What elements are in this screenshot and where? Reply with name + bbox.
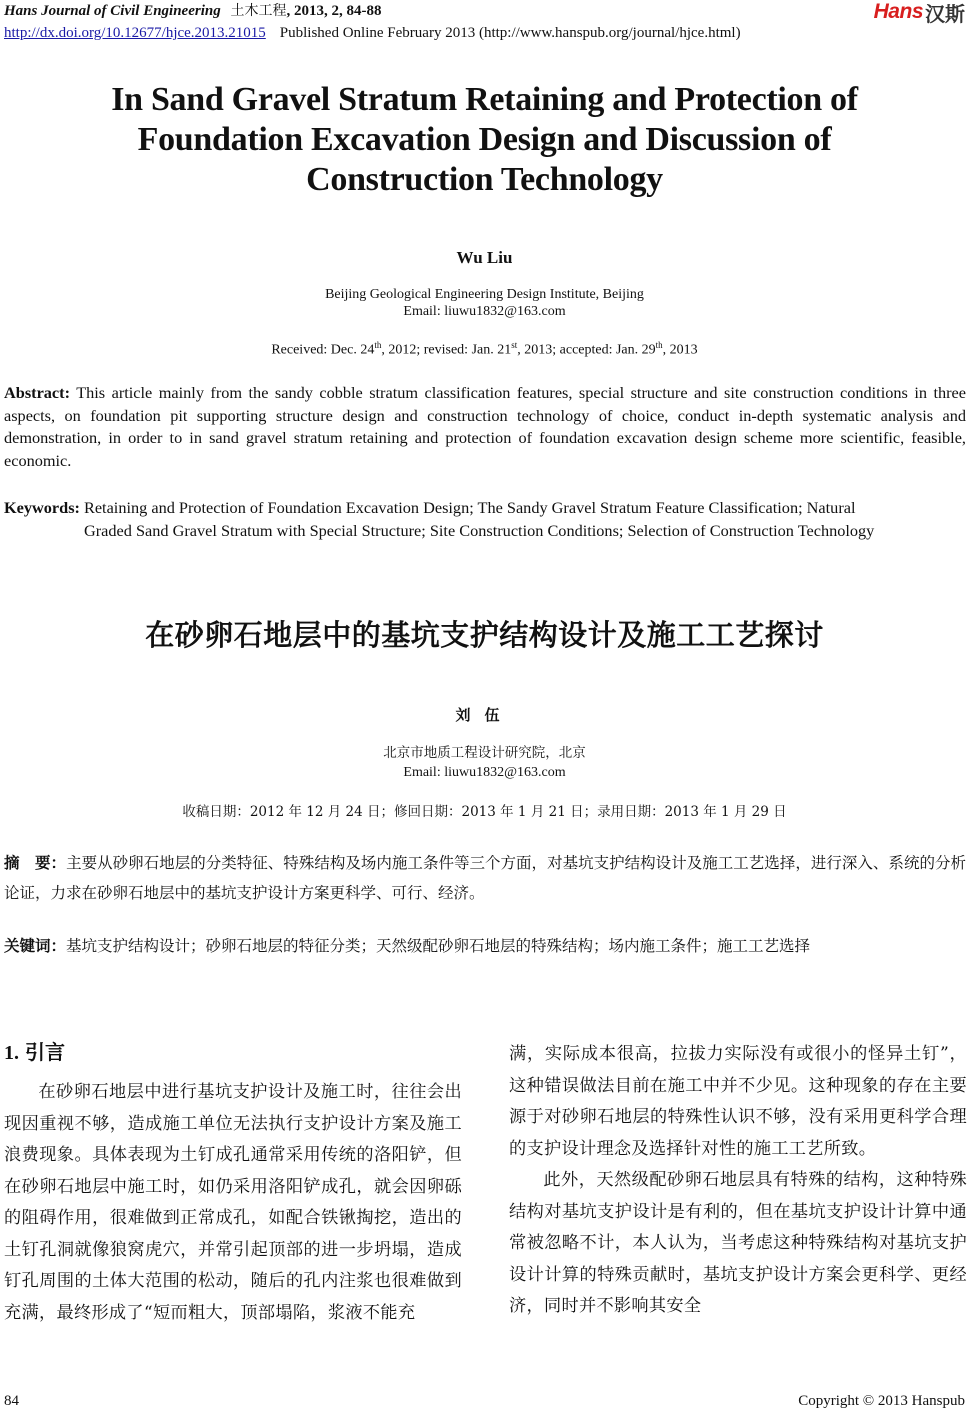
affiliation-text-cn: 北京市地质工程设计研究院，北京 (383, 745, 586, 761)
dates-cn: 收稿日期：2012 年 12 月 24 日；修回日期：2013 年 1 月 21 日；录用日期：2013 年 1 月 29 日 (182, 804, 787, 820)
affiliation-text-en: Beijing Geological Engineering Design Institute, Beijing (325, 287, 644, 302)
page-number: 84 (4, 1393, 19, 1409)
section-heading (4, 1036, 65, 1065)
accepted-sup: th (655, 340, 663, 350)
publisher-logo (874, 0, 965, 24)
doi-line (4, 24, 741, 42)
keywords-cn (4, 933, 966, 959)
keywords-en (4, 497, 904, 542)
dates-en (0, 340, 969, 359)
journal-header (4, 2, 381, 20)
doi-link[interactable]: http://dx.doi.org/10.12677/hjce.2013.21015 (4, 25, 266, 41)
keywords-text-cn: 基坑支护结构设计；砂卵石地层的特征分类；天然级配砂卵石地层的特殊结构；场内施工条件；施工工艺选择 (66, 937, 811, 955)
body-column-left (4, 1077, 462, 1329)
abstract-cn (4, 848, 966, 908)
logo-text-en: Hans (873, 0, 923, 23)
revised-sup: st (511, 340, 518, 350)
logo-text-cn: 汉斯 (925, 1, 965, 26)
abstract-en (4, 382, 966, 472)
abstract-text-en: This article mainly from the sandy cobble stratum classification features, special structure and site construction conditions in three aspects, on foundation pit supporting structure design and construction technology of choice, conduct in-depth systematic analysis and demonstration, in order to in sand gravel stratum retaining and protection of foundation excavation design scheme more scientific, feasible, economic. (4, 383, 966, 470)
body-paragraph: 此外，天然级配砂卵石地层具有特殊的结构，这种特殊结构对基坑支护设计是有利的，但在基坑支护设计计算中通常被忽略不计，本人认为，当考虑这种特殊结构对基坑支护设计计算的特殊贡献时，基坑支护设计方案会更科学、更经济，同时并不影响其安全 (509, 1170, 967, 1316)
abstract-label-en: Abstract: (4, 383, 71, 402)
journal-issue: , 2013, 2, 84-88 (286, 3, 382, 19)
affiliation-cn (0, 743, 969, 783)
keywords-label-cn: 关键词： (4, 937, 67, 955)
journal-name-cn: 土木工程 (230, 3, 287, 19)
received-sup: th (374, 340, 382, 350)
email-cn: Email: liuwu1832@163.com (403, 765, 566, 780)
paper-title-en: In Sand Gravel Stratum Retaining and Protection of Foundation Excavation Design and Discussion of Construction Technology (111, 81, 858, 198)
revised-date: , 2012; revised: Jan. 21 (381, 342, 512, 358)
accepted-date: , 2013; accepted: Jan. 29 (517, 342, 656, 358)
section-title: 引言 (25, 1040, 65, 1064)
abstract-label-cn: 摘 要： (4, 854, 67, 872)
body-column-right (509, 1039, 967, 1323)
author-en: Wu Liu (456, 248, 513, 267)
section-number: 1. (4, 1042, 19, 1064)
body-paragraph: 满，实际成本很高，拉拔力实际没有或很小的怪异土钉”，这种错误做法目前在施工中并不少见。这种现象的存在主要源于对砂卵石地层的特殊性认识不够，没有采用更科学合理的支护设计理念及选择针对性的施工工艺所致。 (509, 1044, 967, 1159)
accepted-year: , 2013 (662, 342, 698, 358)
keywords-text-en: Retaining and Protection of Foundation Excavation Design; The Sandy Gravel Stratum Feature Classification; Natural Graded Sand Gravel Stratum with Special Structure; Site Construction Conditions; Selection of Construction Technology (83, 498, 875, 540)
keywords-label-en: Keywords: (4, 498, 80, 517)
email-en: Email: liuwu1832@163.com (403, 304, 566, 319)
author-cn: 刘伍 (455, 706, 514, 724)
published-online: Published Online February 2013 (http://www.hanspub.org/journal/hjce.html) (279, 25, 741, 41)
journal-name: Hans Journal of Civil Engineering (4, 3, 221, 19)
body-paragraph: 在砂卵石地层中进行基坑支护设计及施工时，往往会出现因重视不够，造成施工单位无法执行支护设计方案及施工浪费现象。具体表现为土钉成孔通常采用传统的洛阳铲，但在砂卵石地层中施工时，如仍采用洛阳铲成孔，就会因卵砾的阻碍作用，很难做到正常成孔，如配合铁锹掏挖，造出的土钉孔洞就像狼窝虎穴，并常引起顶部的进一步坍塌，造成钉孔周围的土体大范围的松动，随后的孔内注浆也很难做到充满，最终形成了“短而粗大，顶部塌陷，浆液不能充 (4, 1082, 462, 1323)
received-date: Received: Dec. 24 (271, 342, 375, 358)
abstract-text-cn: 主要从砂卵石地层的分类特征、特殊结构及场内施工条件等三个方面，对基坑支护结构设计及施工工艺选择，进行深入、系统的分析论证，力求在砂卵石地层中的基坑支护设计方案更科学、可行、经济。 (4, 854, 966, 902)
paper-title-cn: 在砂卵石地层中的基坑支护结构设计及施工工艺探讨 (145, 618, 824, 652)
copyright: Copyright © 2013 Hanspub (798, 1393, 965, 1409)
affiliation-en (0, 286, 969, 320)
